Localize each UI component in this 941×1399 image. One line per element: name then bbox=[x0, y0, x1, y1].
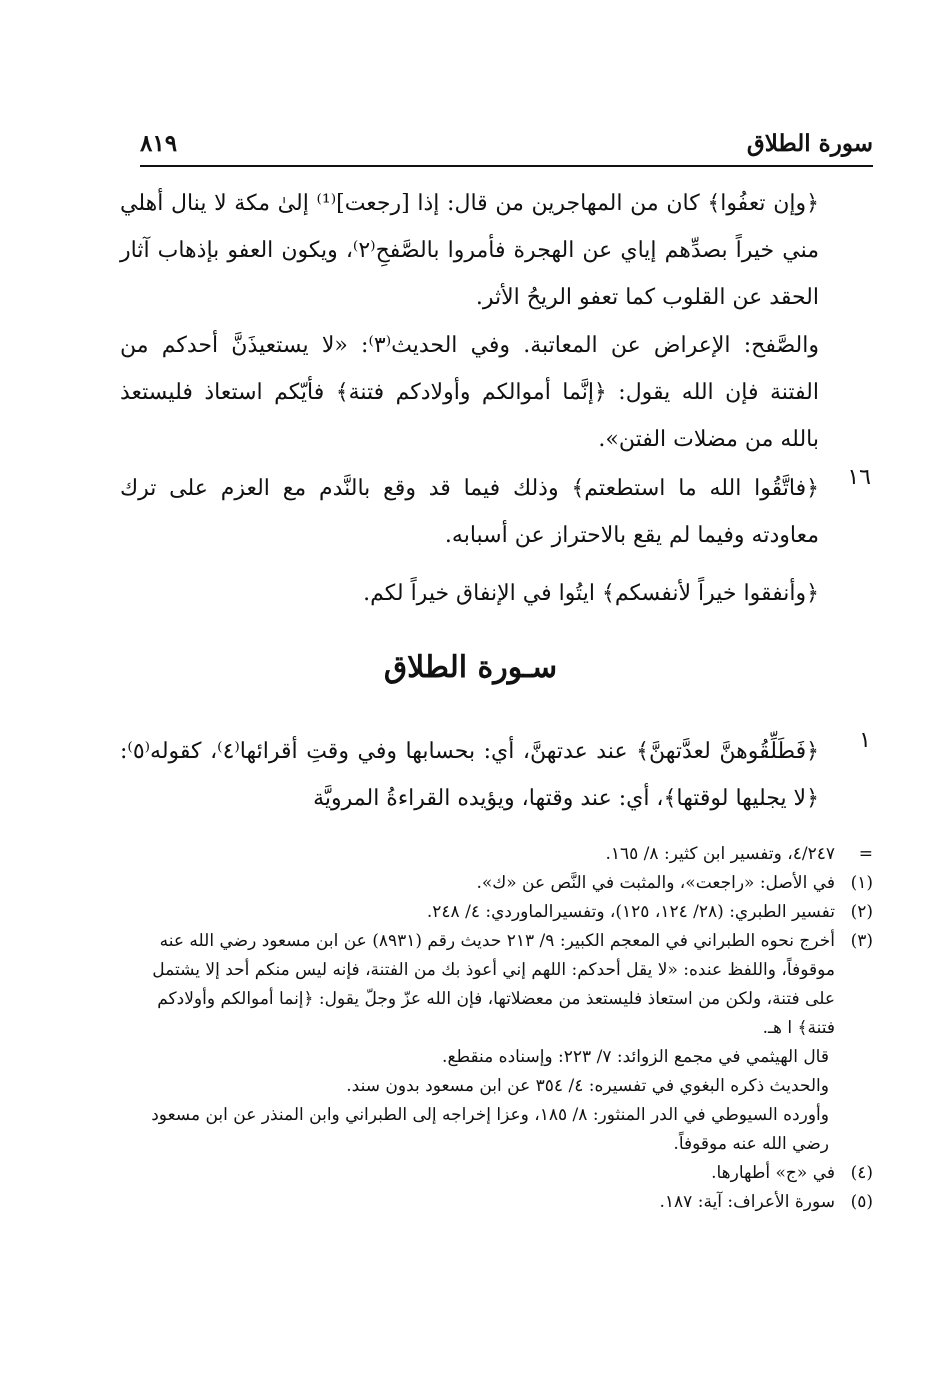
footnote-text: في «ج» أطهارها. bbox=[711, 1163, 835, 1183]
page-number: ٨١٩ bbox=[140, 130, 178, 157]
footnote-3-note-suyuti: وأورده السيوطي في الدر المنثور: ٨/ ١٨٥، وعزا إخراجه إلى الطبراني وابن المنذر عن ابن مسعود رضي الله عنه موقوفاً. bbox=[151, 1105, 829, 1154]
footnote-marker: (٣) bbox=[850, 931, 873, 951]
running-title: سورة الطلاق bbox=[746, 130, 873, 157]
footnote-3-note-haythami: قال الهيثمي في مجمع الزوائد: ٧/ ٢٢٣: وإسناده منقطع. bbox=[442, 1047, 829, 1067]
footnote-4 bbox=[150, 1159, 873, 1188]
footnote-1 bbox=[150, 869, 873, 898]
sura-heading: سـورة الطلاق bbox=[383, 650, 558, 685]
paragraph-forgive: ﴿وإن تعفُوا﴾ كان من المهاجرين من قال: إذا [رجعت]⁽¹⁾ إلىٰ مكة لا ينال أهلي مني خيراً بصدِّهم إياي عن الهجرة فأمروا بالصَّفحِ⁽٢⁾، ويكون العفو بإذهاب آثار الحقد عن القلوب كما تعفو الريحُ الأثر. bbox=[120, 191, 819, 310]
paragraph-pardon-hadith: والصَّفح: الإعراض عن المعاتبة. وفي الحديث⁽٣⁾: «لا يستعيذَنَّ أحدكم من الفتنة فإن الله يقول: ﴿إنَّما أموالكم وأولادكم فتنة﴾ فأيّكم استعاذ فليستعذ بالله من مضلات الفتن». bbox=[120, 333, 820, 452]
footnote-marker: (٢) bbox=[850, 902, 873, 922]
header-rule bbox=[140, 165, 873, 167]
footnote-text: سورة الأعراف: آية: ١٨٧. bbox=[659, 1192, 835, 1212]
paragraph-spend: ﴿وأنفقوا خيراً لأنفسكم﴾ ايتُوا في الإنفاق خيراً لكم. bbox=[363, 581, 819, 606]
footnote-text: تفسير الطبري: (٢٨/ ١٢٤، ١٢٥)، وتفسيرالماوردي: ٤/ ٢٤٨. bbox=[426, 902, 835, 922]
commentary-block-3 bbox=[120, 465, 819, 559]
footnote-2 bbox=[150, 898, 873, 927]
running-header bbox=[140, 130, 873, 170]
paragraph-divorce: ﴿فَطَلِّقُوهنَّ لعدَّتهنَّ﴾ عند عدتهنَّ، أي: بحسابها وفي وقتِ أقرائها⁽٤⁾، كقوله⁽٥⁾: ﴿لا يجليها لوقتها﴾، أي: عند وقتها، ويؤيده القراءةُ المرويَّة bbox=[120, 739, 819, 811]
footnote-5 bbox=[150, 1188, 873, 1217]
footnote-marker: (٥) bbox=[850, 1192, 873, 1212]
footnote-3 bbox=[150, 927, 873, 1043]
footnote-marker: = bbox=[858, 844, 873, 864]
footnotes bbox=[150, 840, 873, 1217]
footnote-3-note-baghawi: والحديث ذكره البغوي في تفسيره: ٤/ ٣٥٤ عن ابن مسعود بدون سند. bbox=[346, 1076, 829, 1096]
commentary-block-2 bbox=[120, 322, 819, 463]
verse-number-16: ١٦ bbox=[847, 465, 871, 490]
footnote-text: في الأصل: «راجعت»، والمثبت في النَّص عن «ك». bbox=[476, 873, 835, 893]
footnote-continuation bbox=[150, 840, 873, 869]
paragraph-fear-allah: ﴿فاتَّقُوا الله ما استطعتم﴾ وذلك فيما قد وقع بالنَّدم مع العزم على ترك معاودته وفيما لم يقع بالاحتراز عن أسبابه. bbox=[120, 476, 819, 548]
verse-number-1: ١ bbox=[859, 728, 871, 753]
commentary-block-5 bbox=[120, 728, 819, 822]
footnote-marker: (١) bbox=[850, 873, 873, 893]
commentary-block-1 bbox=[120, 180, 819, 321]
footnote-marker: (٤) bbox=[850, 1163, 873, 1183]
commentary-block-4 bbox=[120, 570, 819, 617]
footnote-text: ٤/٢٤٧، وتفسير ابن كثير: ٨/ ١٦٥. bbox=[605, 844, 835, 864]
footnote-text: أخرج نحوه الطبراني في المعجم الكبير: ٩/ ٢١٣ حديث رقم (٨٩٣١) عن ابن مسعود رضي الله عنه موقوفاً، واللفظ عنده: «لا يقل أحدكم: اللهم إني أعوذ بك من الفتنة، فإنه ليس منكم أحد إلا يشتمل على فتنة، ولكن من استعاذ فليستعذ من معضلاتها، فإن الله عزّ وجلّ يقول: ﴿إنما أموالكم وأولادكم فتنة﴾ ا هـ. bbox=[152, 931, 835, 1038]
